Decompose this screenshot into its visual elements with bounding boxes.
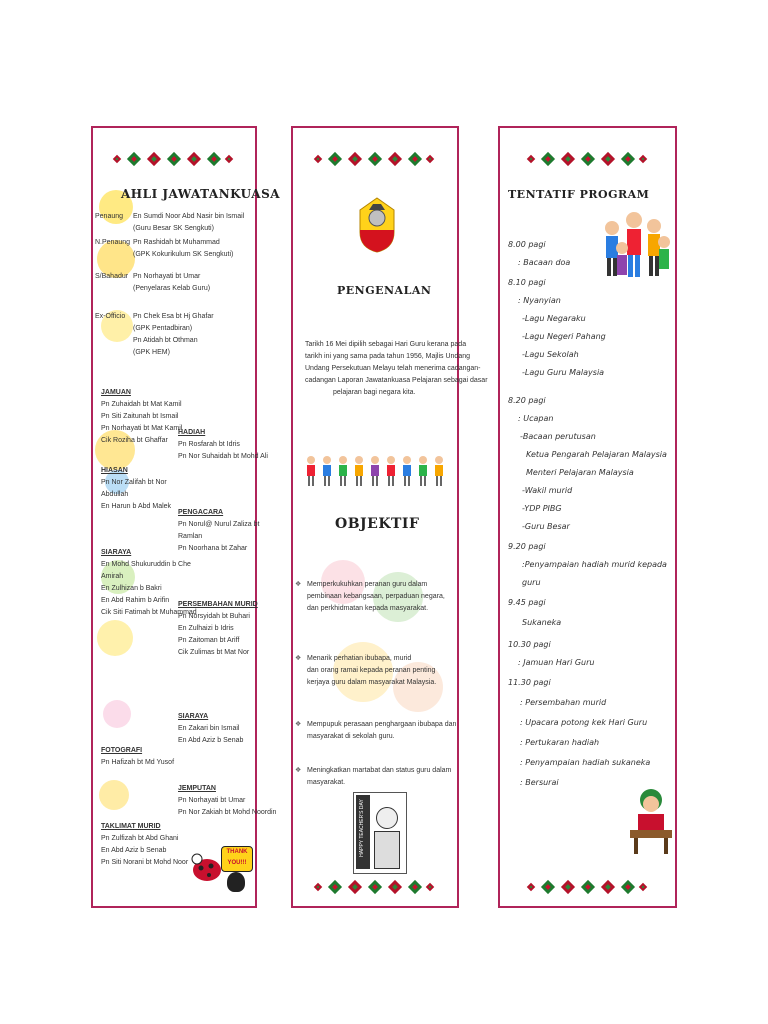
objective-line: dan perkhidmatan kepada masyarakat. (307, 605, 429, 612)
group-title: FOTOGRAFI (101, 747, 143, 754)
program-line: : Pertukaran hadiah (520, 738, 600, 747)
intro-text-line: Undang Persekutuan Melayu telah menerima cadangan- (305, 365, 481, 372)
bullet-icon: ❖ (295, 721, 302, 728)
group-member: Abdullah (101, 491, 129, 498)
program-line: -Lagu Sekolah (522, 350, 579, 359)
bullet-icon: ❖ (295, 581, 302, 588)
group-member: Cik Zulimas bt Mat Nor (178, 649, 250, 656)
group-member: Amirah (101, 573, 124, 580)
program-line: -Bacaan perutusan (520, 432, 596, 441)
group-title: TAKLIMAT MURID (101, 823, 161, 830)
intro-text-line: cadangan Laporan Jawatankuasa Pelajaran sebagai dasar (305, 377, 488, 384)
time-label: 8.10 pagi (508, 278, 546, 287)
bullet-icon: ❖ (295, 655, 302, 662)
objective-line: Mempupuk perasaan penghargaan ibubapa dan (307, 721, 457, 728)
role-line: (Penyelaras Kelab Guru) (133, 285, 211, 292)
objective-line: masyarakat. (307, 779, 346, 786)
group-member: Pn Rosfarah bt Idris (178, 441, 240, 448)
time-label: 9.45 pagi (508, 598, 546, 607)
role-line: Pn Norhayati bt Umar (133, 273, 201, 280)
role-line: En Sumdi Noor Abd Nasir bin Ismail (133, 213, 245, 220)
program-line: : Upacara potong kek Hari Guru (520, 718, 648, 727)
teachers-day-clipart (353, 792, 407, 874)
group-member: Ramlan (178, 533, 203, 540)
group-member: Pn Nor Zakiah bt Mohd Noordin (178, 809, 277, 816)
role-line: (GPK Kokurikulum SK Sengkuti) (133, 251, 234, 258)
panel-program (498, 126, 677, 908)
ornament-border-top (93, 148, 255, 170)
panel-committee (91, 126, 281, 908)
group-member: En Abd Rahim b Arifin (101, 597, 170, 604)
bullet-icon: ❖ (295, 767, 302, 774)
flower-decoration (93, 180, 137, 880)
ornament-border-top (293, 148, 457, 170)
group-member: Pn Zaitoman bt Ariff (178, 637, 240, 644)
group-title: PENGACARA (178, 509, 224, 516)
group-title: HIASAN (101, 467, 128, 474)
program-line: : Jamuan Hari Guru (518, 658, 595, 667)
program-line: : Penyampaian hadiah sukaneka (520, 758, 651, 767)
program-line: -Wakil murid (522, 486, 573, 495)
program-line: : Nyanyian (518, 296, 561, 305)
program-line: -Guru Besar (522, 522, 570, 531)
objectives-title: OBJEKTIF (335, 516, 420, 532)
intro-text-line: pelajaran bagi negara kita. (333, 389, 416, 396)
objective-line: masyarakat di sekolah guru. (307, 733, 395, 740)
group-member: Pn Norsyidah bt Buhari (178, 613, 250, 620)
panel-intro (291, 126, 488, 908)
group-title: JEMPUTAN (178, 785, 216, 792)
teachers-day-text: HAPPY TEACHER'S DAY (359, 799, 365, 857)
group-member: Cik Roziha bt Ghaffar (101, 437, 168, 444)
program-line: : Bacaan doa (518, 258, 571, 267)
children-group-clipart (598, 198, 672, 298)
role-line: (GPK Pentadbiran) (133, 325, 193, 332)
role-label: S/Bahadur (95, 273, 129, 280)
role-line: Pn Atidah bt Othman (133, 337, 198, 344)
committee-title: AHLI JAWATANKUASA (121, 187, 281, 201)
time-label: 8.20 pagi (508, 396, 546, 405)
time-label: 8.00 pagi (508, 240, 546, 249)
program-line: -Lagu Guru Malaysia (522, 368, 605, 377)
group-member: Pn Hafizah bt Md Yusof (101, 759, 175, 766)
intro-title: PENGENALAN (337, 284, 432, 297)
group-member: Cik Siti Fatimah bt Muhammad (101, 609, 197, 616)
group-member: En Harun b Abd Malek (101, 503, 172, 510)
time-label: 10.30 pagi (508, 640, 551, 649)
group-title: PERSEMBAHAN MURID (178, 601, 258, 608)
program-line: -Lagu Negaraku (522, 314, 586, 323)
program-line: :Penyampaian hadiah murid kepada (522, 560, 667, 569)
program-line: : Ucapan (518, 414, 554, 423)
ornament-border-bottom (293, 876, 457, 898)
group-title: HADIAH (178, 429, 206, 436)
objective-line: Menarik perhatian ibubapa, murid (307, 655, 412, 662)
program-title: TENTATIF PROGRAM (508, 188, 650, 201)
objective-line: kerjaya guru dalam masyarakat Malaysia. (307, 679, 437, 686)
role-line: (GPK HEM) (133, 349, 170, 356)
group-member: Pn Norhayati bt Mat Kamil (101, 425, 183, 432)
group-member: Pn Norhayati bt Umar (178, 797, 246, 804)
school-logo (357, 196, 397, 254)
intro-text-line: tarikh ini yang sama pada tahun 1956, Majlis Undang (305, 353, 470, 360)
group-member: Pn Zulfizah bt Abd Ghani (101, 835, 179, 842)
ornament-border-bottom (500, 876, 675, 898)
group-member: En Zulhaizi b Idris (178, 625, 234, 632)
objective-line: Meningkatkan martabat dan status guru dalam (307, 767, 452, 774)
time-label: 11.30 pagi (508, 678, 551, 687)
group-member: En Abd Aziz b Senab (101, 847, 167, 854)
group-member: Pn Norul@ Nurul Zaliza bt (178, 521, 260, 528)
program-line: Sukaneka (522, 618, 562, 627)
role-line: Pn Rashidah bt Muhammad (133, 239, 220, 246)
intro-text-line: Tarikh 16 Mei dipilih sebagai Hari Guru kerana pada (305, 341, 467, 348)
time-label: 9.20 pagi (508, 542, 546, 551)
group-member: Pn Siti Norani bt Mohd Noor (101, 859, 189, 866)
group-member: En Zulhizan b Bakri (101, 585, 162, 592)
group-member: Pn Siti Zaitunah bt Ismail (101, 413, 179, 420)
group-member: Pn Nor Suhaidah bt Mohd Ali (178, 453, 268, 460)
thank-you-sticker (221, 846, 253, 872)
thank-you-text: THANK YOU!!! (226, 849, 248, 866)
role-label: Penaung (95, 213, 124, 220)
group-member: En Zakari bin Ismail (178, 725, 240, 732)
program-line: Ketua Pengarah Pelajaran Malaysia (526, 450, 667, 459)
student-at-desk-clipart (626, 786, 676, 858)
program-line: guru (522, 578, 541, 587)
program-line: -YDP PIBG (522, 504, 562, 513)
group-member: En Abd Aziz b Senab (178, 737, 244, 744)
role-line: Pn Chek Esa bt Hj Ghafar (133, 313, 214, 320)
role-line: (Guru Besar SK Sengkuti) (133, 225, 214, 232)
objective-line: pembinaan kebangsaan, perpaduan negara, (307, 593, 445, 600)
program-line: Menteri Pelajaran Malaysia (526, 468, 634, 477)
group-title: SIARAYA (101, 549, 132, 556)
program-line: -Lagu Negeri Pahang (522, 332, 606, 341)
objective-line: Memperkukuhkan peranan guru dalam (307, 581, 428, 588)
program-line: : Bersurai (520, 778, 559, 787)
objective-line: dan orang ramai kepada peranan penting (307, 667, 436, 674)
role-label: N.Penaung (95, 239, 131, 246)
group-title: JAMUAN (101, 389, 131, 396)
ornament-border-top (500, 148, 675, 170)
role-label: Ex-Officio (95, 313, 126, 320)
group-member: Pn Noorhana bt Zahar (178, 545, 248, 552)
group-title: SIARAYA (178, 713, 209, 720)
group-member: Pn Nor Zalifah bt Nor (101, 479, 167, 486)
group-member: Pn Zuhaidah bt Mat Kamil (101, 401, 182, 408)
program-line: : Persembahan murid (520, 698, 607, 707)
ornament-border-bottom (93, 876, 255, 898)
group-member: En Mohd Shukuruddin b Che (101, 561, 191, 568)
children-clipart (301, 454, 451, 488)
